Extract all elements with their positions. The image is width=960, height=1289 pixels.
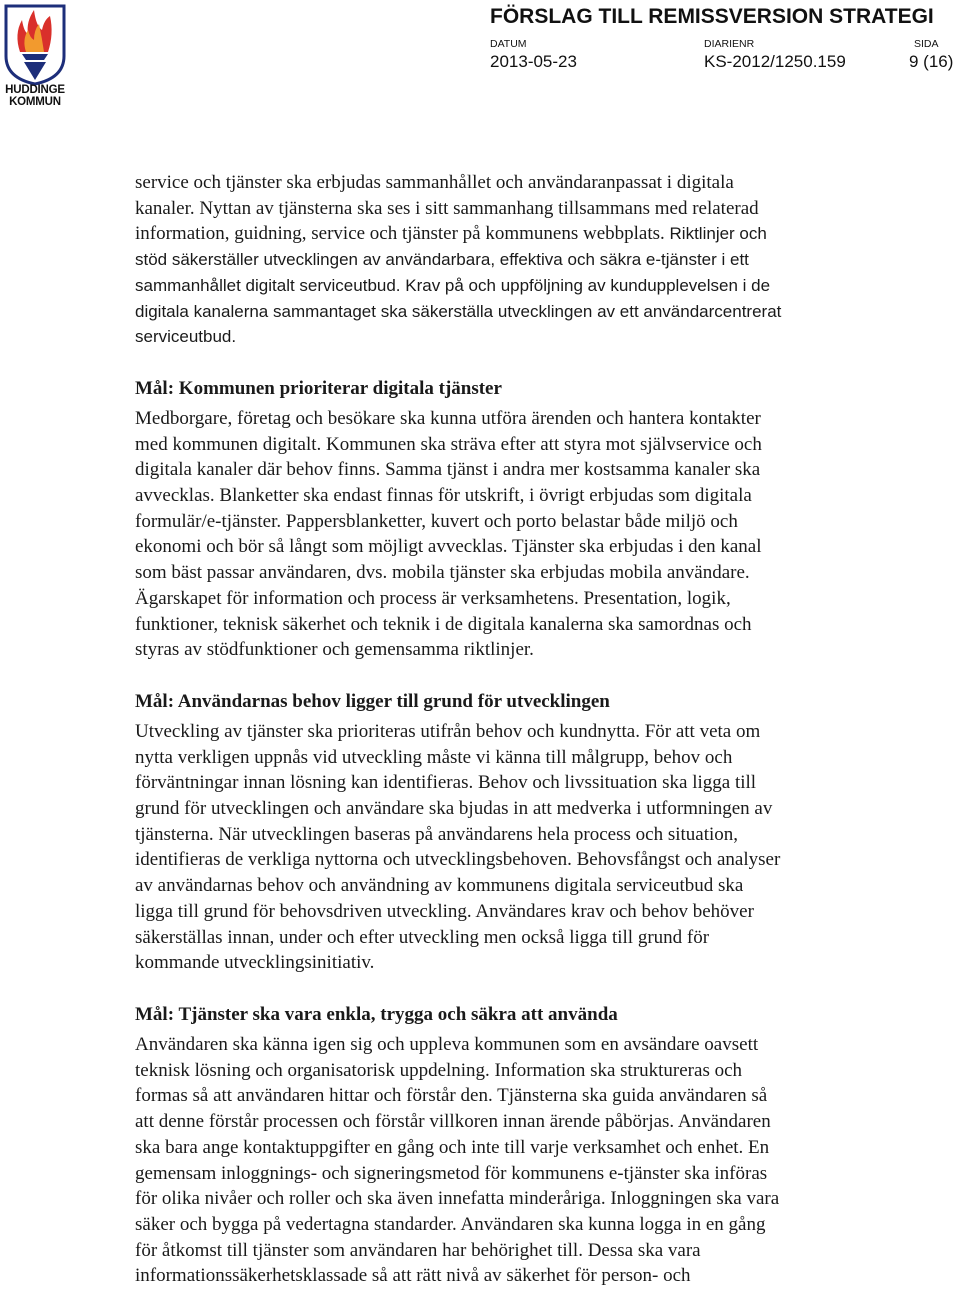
intro-text-serif: service och tjänster ska erbjudas sammanhållet och användaranpassat i digitala kanaler. Nyttan av tjänsterna ska ses i sitt sammanhang tillsammans med relaterad information, guidning, service och tjänster på kommunens webbplats. <box>135 172 759 245</box>
section-heading-prioritize-digital: Mål: Kommunen prioriterar digitala tjänster <box>135 377 502 399</box>
document-body <box>135 170 915 1289</box>
intro-text-sans: Riktlinjer och stöd säkerställer utvecklingen av användarbara, effektiva och säkra e-tjänster i ett sammanhållet digitalt serviceutbud. Krav på och uppföljning av kundupplevelsen i de digitala kanalerna sammantaget ska säkerställa utvecklingen av ett användarcentrerat serviceutbud. <box>135 224 782 347</box>
section-text-user-needs: Utveckling av tjänster ska prioriteras utifrån behov och kundnytta. För att veta om nytta verkligen uppnås vid utveckling måste vi känna till målgrupp, behov och förväntningar innan lösning kan identifieras. Behov och livssituation ska ligga till grund för utvecklingen och användare ska bjudas in att medverka i utformningen av tjänsterna. När utvecklingen baseras på användarens hela process och situation, identifieras de verkliga nyttorna och utvecklingsbehoven. Behovsfångst och analyser av användarnas behov och användning av kommunens digitala serviceutbud ska ligga till grund för behovsdriven utveckling. Användares krav och behov behöver säkerställas innan, under och efter utveckling men också ligga till grund för kommande utvecklingsinitiativ. <box>135 720 781 974</box>
document-title: FÖRSLAG TILL REMISSVERSION STRATEGI <box>490 5 934 28</box>
section-heading-user-needs: Mål: Användarnas behov ligger till grund för utvecklingen <box>135 690 610 712</box>
page-number: 9 (16) <box>909 52 954 71</box>
date-label: DATUM <box>490 38 527 50</box>
huddinge-logo <box>0 4 70 110</box>
section-heading-simple-secure: Mål: Tjänster ska vara enkla, trygga och säkra att använda <box>135 1003 618 1025</box>
date-value: 2013-05-23 <box>490 52 577 71</box>
section-text-prioritize-digital: Medborgare, företag och besökare ska kunna utföra ärenden och hantera kontakter med kommunen digitalt. Kommunen ska sträva efter att styra mot självservice och digitala kanaler där behov finns. Samma tjänst i andra mer kostsamma kanaler ska avvecklas. Blanketter ska endast finnas för utskrift, i övrigt erbjudas som digitala formulär/e-tjänster. Pappersblanketter, kuvert och porto belastar både miljö och ekonomi och bör så långt som möjligt avvecklas. Tjänster ska erbjudas i den kanal som bäst passar användaren, dvs. mobila tjänster ska erbjudas mobila användare. Ägarskapet för information och process är verksamhetens. Presentation, logik, funktioner, teknisk säkerhet och teknik i de digitala kanalerna ska samordnas och styras av stödfunktioner och gemensamma riktlinjer. <box>135 407 762 661</box>
logo-text-line2: KOMMUN <box>9 96 61 108</box>
section-text-simple-secure: Användaren ska känna igen sig och uppleva kommunen som en avsändare oavsett teknisk lösning och organisatorisk uppdelning. Information ska struktureras och formas så att användaren hittar och förstår den. Tjänsterna ska guida användaren så att denne förstår processen och förstår villkoren innan ärende påbörjas. Användaren ska bara ange kontaktuppgifter en gång och inte till varje verksamhet och enhet. En gemensam inloggnings- och signeringsmetod för kommunens e-tjänster ska införas för olika nivåer och roller och ska även innefatta minderåriga. Inloggningen ska vara säker och bygga på vedertagna standarder. Användaren ska kunna logga in en gång för åtkomst till tjänster som användaren har behörighet till. Dessa ska vara informationssäkerhetsklassade så att rätt nivå av säkerhet för person- och <box>135 1033 780 1287</box>
intro-paragraph <box>135 170 915 350</box>
diarienr-value: KS-2012/1250.159 <box>704 52 846 71</box>
huddinge-crest-icon <box>4 4 66 86</box>
logo-text-line1: HUDDINGE <box>5 84 65 96</box>
page-label: SIDA <box>914 38 939 50</box>
diarienr-label: DIARIENR <box>704 38 755 50</box>
